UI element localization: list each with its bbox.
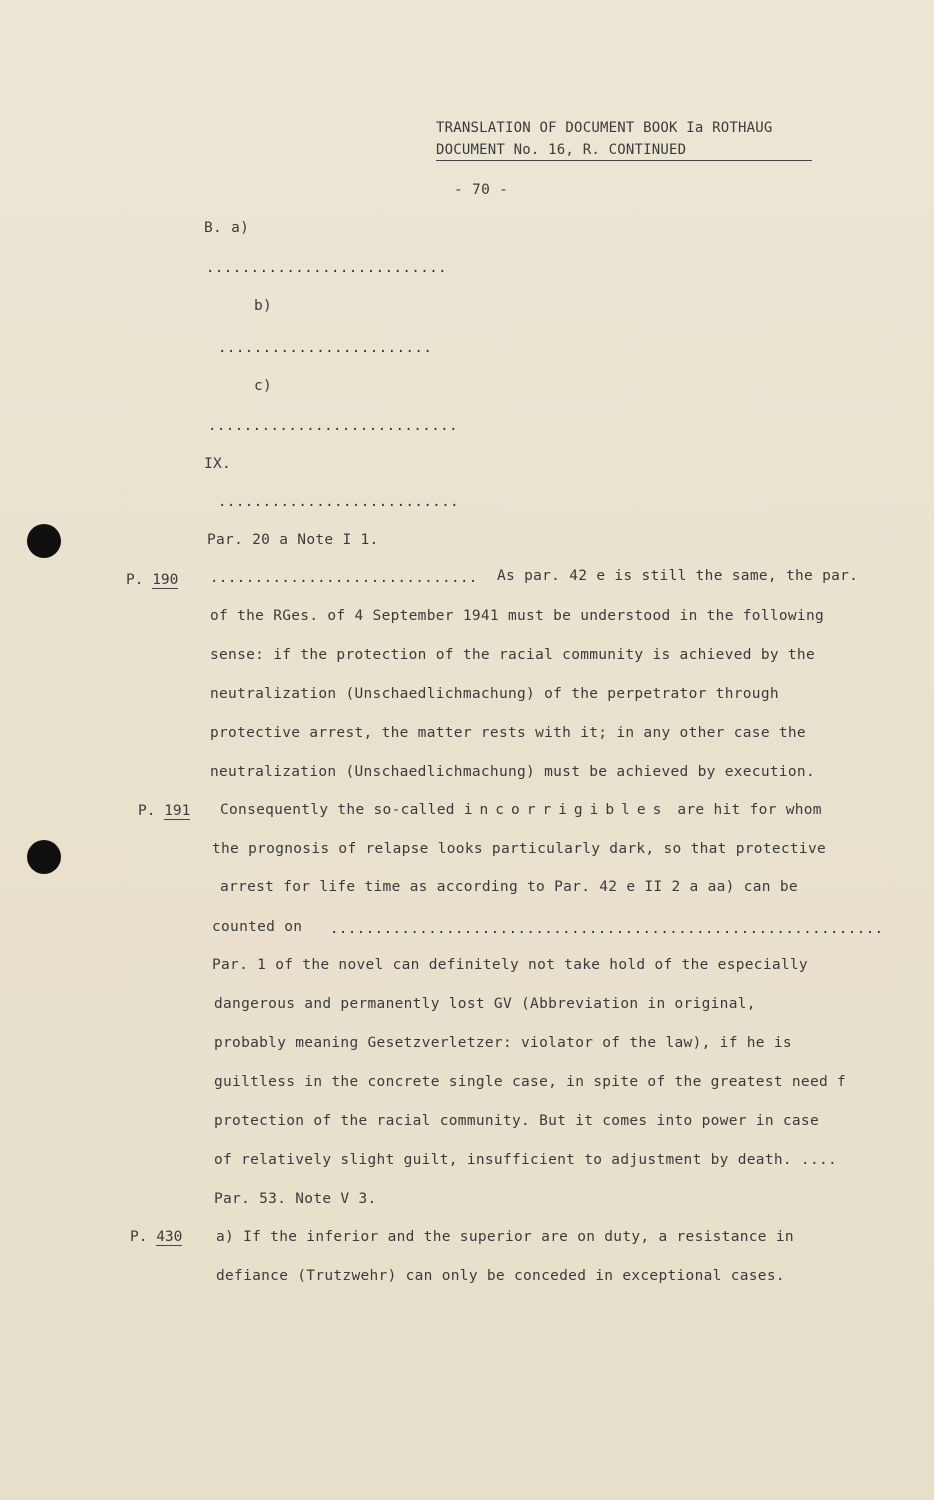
- body-line: of relatively slight guilt, insufficient to adjustment by death. ....: [214, 1152, 838, 1168]
- header-title: TRANSLATION OF DOCUMENT BOOK Ia ROTHAUG: [436, 120, 773, 136]
- header-underline: [436, 160, 812, 161]
- body-line: Par. 53. Note V 3.: [214, 1191, 377, 1207]
- body-line: dangerous and permanently lost GV (Abbreviation in original,: [214, 996, 756, 1012]
- body-line: protection of the racial community. But it comes into power in case: [214, 1113, 819, 1129]
- margin-ref-prefix: P.: [138, 803, 156, 819]
- body-text: Consequently the so-called: [220, 802, 455, 818]
- body-line: defiance (Trutzwehr) can only be conceded in exceptional cases.: [216, 1268, 785, 1284]
- margin-ref-prefix: P.: [126, 572, 144, 588]
- ellipsis-line: ...........................: [218, 494, 460, 510]
- body-line: neutralization (Unschaedlichmachung) must be achieved by execution.: [210, 764, 815, 780]
- body-line: of the RGes. of 4 September 1941 must be understood in the following: [210, 608, 825, 624]
- body-line: As par. 42 e is still the same, the par.: [497, 568, 859, 584]
- ellipsis-line: ........................: [218, 340, 433, 356]
- body-line: neutralization (Unschaedlichmachung) of the perpetrator through: [210, 686, 779, 702]
- body-line: the prognosis of relapse looks particularly dark, so that protective: [212, 841, 827, 857]
- margin-ref-p190: [126, 572, 178, 588]
- page-number: - 70 -: [454, 182, 509, 198]
- body-line: [220, 802, 822, 818]
- body-text: are hit for whom: [677, 802, 822, 818]
- outline-b-c: c): [254, 378, 273, 394]
- body-line: guiltless in the concrete single case, in spite of the greatest need f: [214, 1074, 847, 1090]
- punch-hole-top: [27, 524, 61, 558]
- body-line: a) If the inferior and the superior are on duty, a resistance in: [216, 1229, 794, 1245]
- body-line: probably meaning Gesetzverletzer: violator of the law), if he is: [214, 1035, 792, 1051]
- punch-hole-bottom: [27, 840, 61, 874]
- margin-ref-p191: [138, 803, 190, 819]
- ellipsis-line: ...........................: [206, 260, 448, 276]
- margin-ref-prefix: P.: [130, 1229, 148, 1245]
- body-line: sense: if the protection of the racial community is achieved by the: [210, 647, 815, 663]
- outline-b-a: B. a): [204, 220, 250, 236]
- header-subtitle: DOCUMENT No. 16, R. CONTINUED: [436, 142, 687, 158]
- margin-ref-p430: [130, 1229, 182, 1245]
- ellipsis-line: ..............................................................: [330, 921, 884, 937]
- section-ix: IX.: [204, 456, 232, 472]
- margin-ref-number: 190: [152, 572, 179, 588]
- body-line: arrest for life time as according to Par. 42 e II 2 a aa) can be: [220, 879, 798, 895]
- margin-ref-number: 430: [156, 1229, 183, 1245]
- body-line: counted on: [212, 919, 303, 935]
- body-line: Par. 1 of the novel can definitely not take hold of the especially: [212, 957, 808, 973]
- body-line: protective arrest, the matter rests with it; in any other case the: [210, 725, 806, 741]
- par20-reference: Par. 20 a Note I 1.: [207, 532, 379, 548]
- ellipsis-line: ..............................: [210, 570, 478, 586]
- emphasized-word: incorrigibles: [463, 802, 669, 818]
- outline-b-b: b): [254, 298, 273, 314]
- ellipsis-line: ............................: [208, 418, 459, 434]
- margin-ref-number: 191: [164, 803, 191, 819]
